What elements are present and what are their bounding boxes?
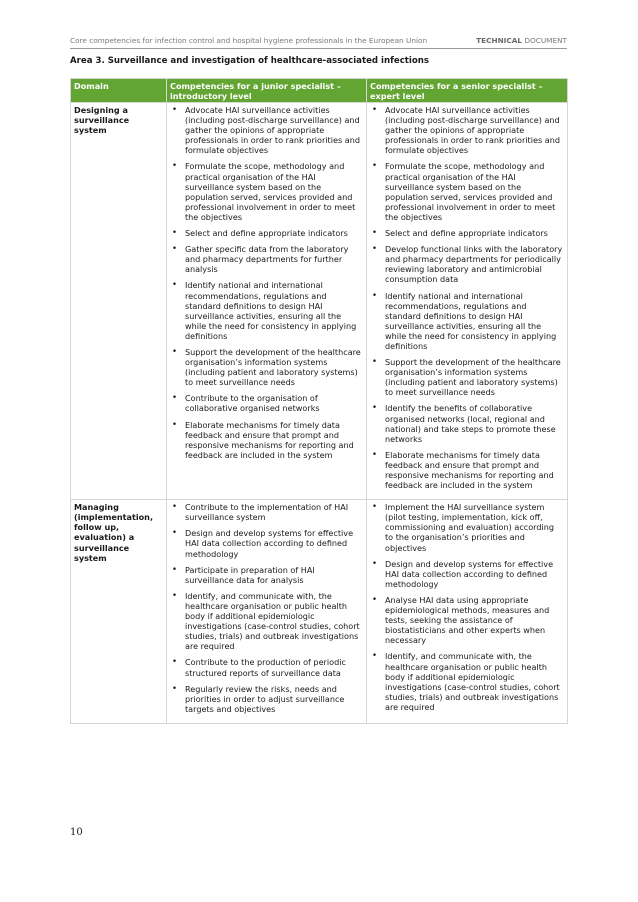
- page-number: 10: [70, 827, 83, 838]
- list-item: • Identify, and communicate with, the healthcare organisation or public health body if additional epidemiologic investigations (case-control studies, cohort studies, trials) and outbreak investigations are required: [370, 651, 564, 712]
- list-item: • Contribute to the production of periodic structured reports of surveillance data: [170, 657, 363, 677]
- competencies-table: [70, 78, 568, 724]
- document-type: [476, 36, 567, 45]
- junior-competency-list: [170, 502, 363, 714]
- list-item: • Select and define appropriate indicators: [170, 228, 363, 238]
- junior-competency-list: [170, 105, 363, 460]
- document-type-rest: DOCUMENT: [522, 36, 567, 45]
- list-item: • Design and develop systems for effective HAI data collection according to defined methodology: [170, 528, 363, 558]
- column-header-senior: Competencies for a senior specialist – expert level: [367, 79, 568, 103]
- list-item: • Support the development of the healthcare organisation’s information systems (including patient and laboratory systems) to meet surveillance needs: [370, 357, 564, 397]
- junior-cell: [167, 500, 367, 724]
- table-row: [71, 103, 568, 500]
- senior-cell: [367, 103, 568, 500]
- list-item: • Identify national and international recommendations, regulations and standard definitions to design HAI surveillance activities, ensuring all the while the need for consistency in applying definitions: [170, 280, 363, 341]
- list-item: • Identify, and communicate with, the healthcare organisation or public health body if additional epidemiologic investigations (case-control studies, cohort studies, trials) and outbreak investigations are required: [170, 591, 363, 652]
- table-header-row: [71, 79, 568, 103]
- list-item: • Identify national and international recommendations, regulations and standard definitions to design HAI surveillance activities, ensuring all the while the need for consistency in applying definitions: [370, 291, 564, 352]
- list-item: • Advocate HAI surveillance activities (including post-discharge surveillance) and gather the opinions of appropriate professionals in order to rank priorities and formulate objectives: [170, 105, 363, 155]
- domain-cell: Designing a surveillance system: [71, 103, 167, 500]
- list-item: • Select and define appropriate indicators: [370, 228, 564, 238]
- column-header-domain: Domain: [71, 79, 167, 103]
- senior-competency-list: [370, 502, 564, 712]
- list-item: • Formulate the scope, methodology and practical organisation of the HAI surveillance system based on the population served, services provided and professional involvement in order to meet the objectives: [370, 161, 564, 222]
- list-item: • Advocate HAI surveillance activities (including post-discharge surveillance) and gather the opinions of appropriate professionals in order to rank priorities and formulate objectives: [370, 105, 564, 155]
- list-item: • Contribute to the organisation of collaborative organised networks: [170, 393, 363, 413]
- list-item: • Gather specific data from the laboratory and pharmacy departments for further analysis: [170, 244, 363, 274]
- junior-cell: [167, 103, 367, 500]
- list-item: • Formulate the scope, methodology and practical organisation of the HAI surveillance system based on the population served, services provided and professional involvement in order to meet the objectives: [170, 161, 363, 222]
- list-item: • Identify the benefits of collaborative organised networks (local, regional and national) and take steps to promote these networks: [370, 403, 564, 443]
- list-item: • Support the development of the healthcare organisation’s information systems (including patient and laboratory systems) to meet surveillance needs: [170, 347, 363, 387]
- table-row: [71, 500, 568, 724]
- list-item: • Participate in preparation of HAI surveillance data for analysis: [170, 565, 363, 585]
- column-header-junior: Competencies for a junior specialist – introductory level: [167, 79, 367, 103]
- list-item: • Regularly review the risks, needs and priorities in order to adjust surveillance targets and objectives: [170, 684, 363, 714]
- list-item: • Implement the HAI surveillance system (pilot testing, implementation, kick off, commissioning and evaluation) according to the organisation’s priorities and objectives: [370, 502, 564, 552]
- running-header: [70, 36, 567, 49]
- senior-cell: [367, 500, 568, 724]
- list-item: • Design and develop systems for effective HAI data collection according to defined methodology: [370, 559, 564, 589]
- senior-competency-list: [370, 105, 564, 490]
- document-type-bold: TECHNICAL: [476, 36, 523, 45]
- list-item: • Elaborate mechanisms for timely data feedback and ensure that prompt and responsive mechanisms for reporting and feedback are included in the system: [170, 420, 363, 460]
- list-item: • Develop functional links with the laboratory and pharmacy departments for periodically reviewing laboratory and antimicrobial consumption data: [370, 244, 564, 284]
- list-item: • Contribute to the implementation of HAI surveillance system: [170, 502, 363, 522]
- domain-cell: Managing (implementation, follow up, evaluation) a surveillance system: [71, 500, 167, 724]
- running-title: Core competencies for infection control and hospital hygiene professionals in the European Union: [70, 36, 428, 45]
- section-title: Area 3. Surveillance and investigation of healthcare-associated infections: [70, 56, 429, 66]
- list-item: • Elaborate mechanisms for timely data feedback and ensure that prompt and responsive mechanisms for reporting and feedback are included in the system: [370, 450, 564, 490]
- list-item: • Analyse HAI data using appropriate epidemiological methods, measures and tests, seeking the assistance of biostatisticians and other experts when necessary: [370, 595, 564, 645]
